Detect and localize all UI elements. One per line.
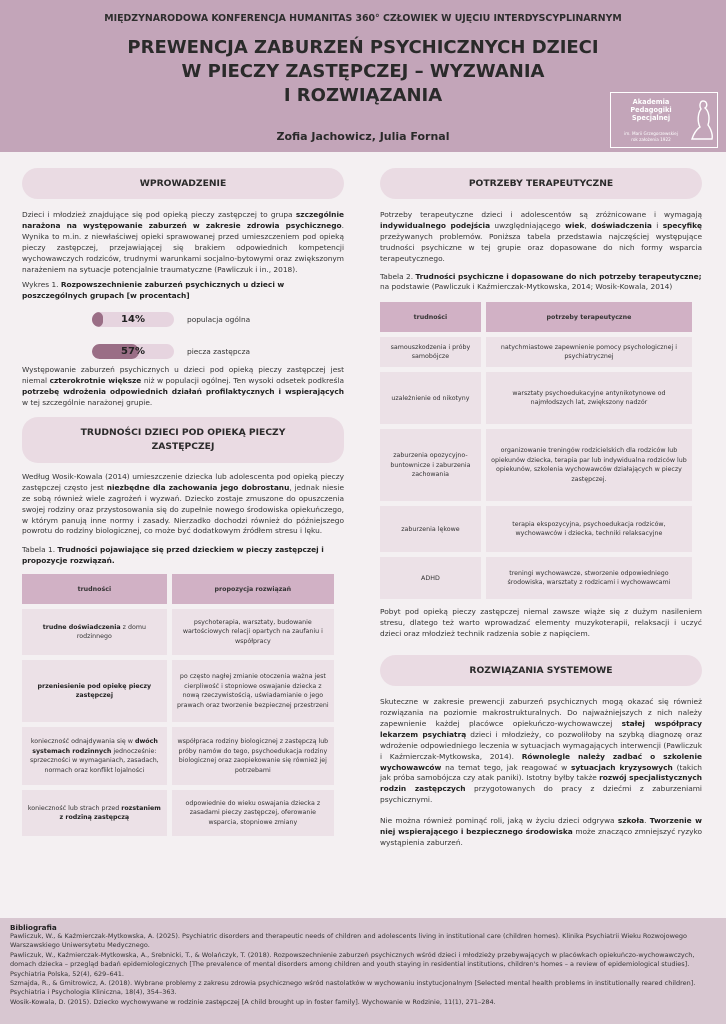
logo-figure-icon [689, 97, 715, 143]
poster-header [0, 0, 726, 152]
table1-caption: Tabela 1. Trudności pojawiające się przed dzieckiem w pieczy zastępczej i propozycje rozwiązań. [22, 545, 324, 566]
table-cell-difficulty: samouszkodzenia i próby samobójcze [380, 337, 481, 367]
table-header-cell: trudności [380, 302, 481, 332]
table-cell-therapy: warsztaty psychoedukacyjne antynikotynowe od najmłodszych lat, zwiększony nadzór [486, 372, 692, 424]
chart-bar-row [92, 343, 344, 359]
conference-name: MIĘDZYNARODOWA KONFERENCJA HUMANITAS 360° CZŁOWIEK W UJĘCIU INTERDYSCYPLINARNYM [104, 13, 622, 24]
table-row [380, 506, 692, 552]
bibliography-item: Szmajda, R., & Gmitrowicz, A. (2018). Wybrane problemy z zakresu zdrowia psychicznego wśród nastolatków w wychowaniu instytucjonalnym [Selected mental health problems in institutionally reared children]. Psychiatria i Psychologia Kliniczna, 18(4), 354–363. [10, 979, 696, 997]
table-header-row [22, 574, 334, 604]
left-column [22, 168, 344, 841]
table-1 [17, 569, 339, 841]
bibliography-list [10, 932, 716, 1007]
right-column [380, 168, 702, 849]
intro-paragraph-1: Dzieci i młodzież znajdujące się pod opieką pieczy zastępczej to grupa szczególnie narażona na występowanie zaburzeń w zakresie zdrowia psychicznego. Wynika to m.in. z niewłaściwej opieki sprawowanej przed umieszczeniem pod opieką pieczy zastępczej, przejawiającej się brakiem odpowiednich kompetencji wychowawczych rodziców, trudnymi warunkami socjalno-bytowymi oraz zwiększonym narażeniem na sytuacje potencjalnie traumatyczne (Pawliczuk i in., 2018). [22, 210, 344, 274]
chart-value-label: 57% [121, 345, 145, 357]
table-cell-difficulty: przeniesienie pod opiekę pieczy zastępczej [22, 660, 167, 722]
section-heading-difficulties: TRUDNOŚCI DZIECI POD OPIEKĄ PIECZY ZASTĘPCZEJ [22, 417, 344, 463]
table2-caption: Tabela 2. Trudności psychiczne i dopasowane do nich potrzeby terapeutyczne; na podstawie (Pawliczuk i Kaźmierczak-Mytkowska, 2014; Wosik-Kowala, 2014) [380, 271, 702, 292]
table-cell-solution: odpowiednie do wieku oswajania dziecka z zasadami pieczy zastępczej, oferowanie wsparcia, stopniowe zmiany [172, 790, 334, 836]
table-row [22, 790, 334, 836]
chart-bar-track [92, 344, 174, 359]
table-cell-difficulty: ADHD [380, 557, 481, 599]
table-row [380, 372, 692, 424]
systemic-paragraph-1: Skuteczne w zakresie prewencji zaburzeń psychicznych mogą okazać się również rozwiązania na poziomie makrostrukturalnych. Do najważniejszych z nich należy zapewnienie każdej placówce opiekuńczo-wychowawczej stałej współpracy lekarzem psychiatrą dzieci i młodzieży, co pozwoliłoby na szybką diagnozę oraz wdrożenie odpowiedniego leczenia w sytuacjach wymagających interwencji (Pawliczuk i Kaźmierczak-Mytkowska, 2014). Równolegle należy zadbać o szkolenie wychowawców na temat tego, jak reagować w sytuacjach kryzysowych (takich jak próba samobójcza czy atak paniki). Istotny byłby także rozwój specjalistycznych rodzin zastępczych przygotowanych do pracy z dziećmi z zaburzeniami psychicznymi. [380, 697, 702, 805]
table-cell-solution: po często nagłej zmianie otoczenia ważna jest cierpliwość i stopniowe oswajanie dziecka z nową rzeczywistością, uświadamianie o jego prawach oraz tworzenie bezpiecznej przestrzeni [172, 660, 334, 722]
table-cell-difficulty: uzależnienie od nikotyny [380, 372, 481, 424]
chart-bar-row [92, 311, 344, 327]
bibliography-item: Pawliczuk, W., & Kaźmierczak-Mytkowska, A. (2025). Psychiatric disorders and therapeutic needs of children and adolescents living in institutional care (children homes). Klinika Psychiatrii Wieku Rozwojowego Warszawskiego Uniwersytetu Medycznego. [10, 932, 688, 950]
table-cell-therapy: organizowanie treningów rodzicielskich dla rodziców lub opiekunów dziecka, terapia par lub indywidualna rodziców lub opiekunów, szkolenia wychowawców działających w pieczy zastępczej. [486, 429, 692, 501]
table-row [22, 727, 334, 785]
section-heading-systemic: ROZWIĄZANIA SYSTEMOWE [380, 655, 702, 686]
table-2 [375, 297, 697, 604]
table-cell-therapy: terapia ekspozycyjna, psychoedukacja rodziców, wychowawców i dziecka, techniki relaksacyjne [486, 506, 692, 552]
table-header-cell: propozycja rozwiązań [172, 574, 334, 604]
university-logo [610, 92, 718, 148]
table-cell-difficulty: trudne doświadczenia z domu rodzinnego [22, 609, 167, 655]
bibliography [0, 918, 726, 1024]
table-row [380, 429, 692, 501]
table-cell-difficulty: zaburzenia opozycyjno-buntownicze i zaburzenia zachowania [380, 429, 481, 501]
table-row [22, 660, 334, 722]
title-line-3: I ROZWIĄZANIA [283, 85, 443, 106]
therapy-paragraph-2: Pobyt pod opieką pieczy zastępczej niemal zawsze wiąże się z dużym nasileniem stresu, dlatego też warto wprowadzać elementy muzykoterapii, relaksacji i uczyć dzieci oraz młodzież technik radzenia sobie z napięciem. [380, 607, 702, 639]
table-row [380, 337, 692, 367]
table-header-cell: trudności [22, 574, 167, 604]
table-cell-therapy: natychmiastowe zapewnienie pomocy psychologicznej i psychiatrycznej [486, 337, 692, 367]
logo-line-2: Pedagogiki [630, 106, 672, 114]
authors: Zofia Jachowicz, Julia Fornal [276, 130, 450, 143]
table-cell-solution: psychoterapia, warsztaty, budowanie wartościowych relacji opartych na zaufaniu i współpracy [172, 609, 334, 655]
table-row [22, 609, 334, 655]
table-row [380, 557, 692, 599]
logo-patron: im. Marii Grzegorzewskiej [624, 131, 678, 136]
intro-paragraph-2: Występowanie zaburzeń psychicznych u dzieci pod opieką pieczy zastępczej jest niemal czterokrotnie większe niż w populacji ogólnej. Ten wysoki odsetek podkreśla potrzebę wdrożenia odpowiednich działań profilaktycznych i wspierających w tej szczególnie narażonej grupie. [22, 365, 344, 407]
chart-category-label: piecza zastępcza [187, 346, 250, 356]
bibliography-item: Wosik-Kowala, D. (2015). Dziecko wychowywane w rodzinie zastępczej [A child brought up in foster family]. Wychowanie w Rodzinie, 11(1), 271–284. [10, 997, 496, 1006]
bibliography-item: Pawliczuk, W., Kaźmierczak-Mytkowska, A., Srebnicki, T., & Wolańczyk, T. (2018). Rozpowszechnienie zaburzeń psychicznych wśród dzieci i młodzieży przebywających w placówkach opiekuńczo-wychowawczych, domach dziecka – przegląd badań epidemiologicznych [The prevalence of mental disorders among children and youth staying in residential institutions, children's homes – a review of epidemiological studies]. Psychiatria Polska, 52(4), 629–641. [10, 950, 695, 978]
section-heading-intro: WPROWADZENIE [22, 168, 344, 199]
table-header-row [380, 302, 692, 332]
table-cell-difficulty: zaburzenia lękowe [380, 506, 481, 552]
title-line-2: W PIECZY ZASTĘPCZEJ – WYZWANIA [181, 61, 545, 82]
title-line-1: PREWENCJA ZABURZEŃ PSYCHICZNYCH DZIECI [127, 37, 599, 58]
table-cell-difficulty: konieczność lub strach przed rozstaniem z rodziną zastępczą [22, 790, 167, 836]
logo-year: rok założenia 1922 [631, 137, 671, 142]
logo-line-1: Akademia [632, 98, 670, 106]
therapy-paragraph-1: Potrzeby terapeutyczne dzieci i adolescentów są zróżnicowane i wymagają indywidualnego podejścia uwzględniającego wiek, doświadczenia i specyfikę przeżywanych problemów. Poniższa tabela przedstawia najczęściej występujące trudności psychiczne w tej grupie oraz dopasowane do nich formy wsparcia terapeutycznego. [380, 210, 702, 263]
difficulties-paragraph: Według Wosik-Kowala (2014) umieszczenie dziecka lub adolescenta pod opieką pieczy zastępczej często jest niezbędne dla zachowania jego dobrostanu, jednak niesie ze sobą również wiele zagrożeń i wyzwań. Dziecko zostaje zmuszone do opuszczenia swojej rodziny oraz przystosowania się do zupełnie nowego środowiska opiekuńczego, w którym panują inne normy i zasady. Nierzadko dochodzi również do późniejszego powrotu do rodziny biologicznej, co może być dodatkowym źródłem stresu i lęku. [22, 471, 344, 536]
bar-chart [92, 311, 344, 359]
chart-value-label: 14% [121, 313, 145, 325]
chart-caption: Wykres 1. Rozpowszechnienie zaburzeń psychicznych u dzieci w poszczególnych grupach [w procentach] [22, 280, 285, 301]
poster-title [80, 36, 646, 108]
logo-text [615, 98, 687, 122]
chart-bar-track [92, 312, 174, 327]
table-cell-solution: współpraca rodziny biologicznej z zastępczą lub próby namów do tego, psychoedukacja rodziny biologicznej oraz zaopiekowanie się również jej potrzebami [172, 727, 334, 785]
bibliography-heading: Bibliografia [10, 923, 57, 932]
chart-category-label: populacja ogólna [187, 314, 251, 324]
table-header-cell: potrzeby terapeutyczne [486, 302, 692, 332]
section-heading-therapy: POTRZEBY TERAPEUTYCZNE [380, 168, 702, 199]
table-cell-difficulty: konieczność odnajdywania się w dwóch systemach rodzinnych jednocześnie: sprzeczności w wymaganiach, zasadach, normach oraz konflikt lojalności [22, 727, 167, 785]
systemic-paragraph-2: Nie można również pominąć roli, jaką w życiu dzieci odgrywa szkoła. Tworzenie w niej wspierającego i bezpiecznego środowiska może znacząco zmniejszyć ryzyko wystąpienia zaburzeń. [380, 816, 703, 847]
table-cell-therapy: treningi wychowawcze, stworzenie odpowiedniego środowiska, warsztaty z rodzicami i wychowawcami [486, 557, 692, 599]
logo-line-3: Specjalnej [631, 114, 671, 122]
logo-subtitle [615, 131, 687, 143]
